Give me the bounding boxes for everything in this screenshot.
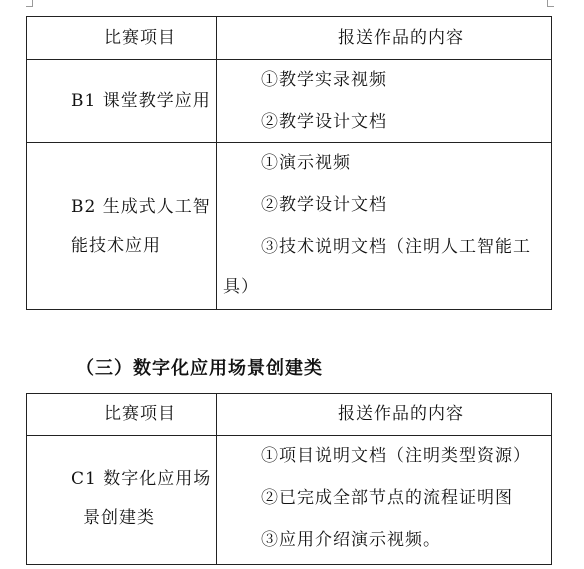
project-b2-line2: 能技术应用 (71, 236, 161, 256)
submission-table-c (26, 393, 552, 565)
project-c1-line1: C1 数字化应用场 (71, 469, 212, 489)
section-heading: （三）数字化应用场景创建类 (76, 358, 323, 379)
column-divider (216, 17, 217, 309)
header-content: 报送作品的内容 (338, 404, 464, 424)
header-divider (27, 59, 551, 60)
item-b2-2: ②教学设计文档 (261, 195, 387, 215)
page-corner-mark (26, 0, 33, 7)
project-b2-line1: B2 生成式人工智 (71, 197, 211, 217)
item-c1-1: ①项目说明文档（注明类型资源） (261, 446, 531, 466)
column-divider (216, 394, 217, 564)
item-b1-1: ①教学实录视频 (261, 70, 387, 90)
item-c1-2: ②已完成全部节点的流程证明图 (261, 488, 513, 508)
header-project: 比赛项目 (104, 28, 176, 48)
item-b2-1: ①演示视频 (261, 153, 351, 173)
project-b1: B1 课堂教学应用 (71, 91, 211, 111)
row-divider (27, 142, 551, 143)
item-b2-3: ③技术说明文档（注明人工智能工 (261, 237, 531, 257)
item-b2-3-cont: 具） (223, 277, 259, 297)
header-divider (27, 435, 551, 436)
header-project: 比赛项目 (104, 404, 176, 424)
page-corner-mark (547, 0, 554, 7)
submission-table-b (26, 16, 552, 310)
item-b1-2: ②教学设计文档 (261, 112, 387, 132)
header-content: 报送作品的内容 (338, 28, 464, 48)
project-c1-line2: 景创建类 (83, 508, 155, 528)
item-c1-3: ③应用介绍演示视频。 (261, 530, 441, 550)
